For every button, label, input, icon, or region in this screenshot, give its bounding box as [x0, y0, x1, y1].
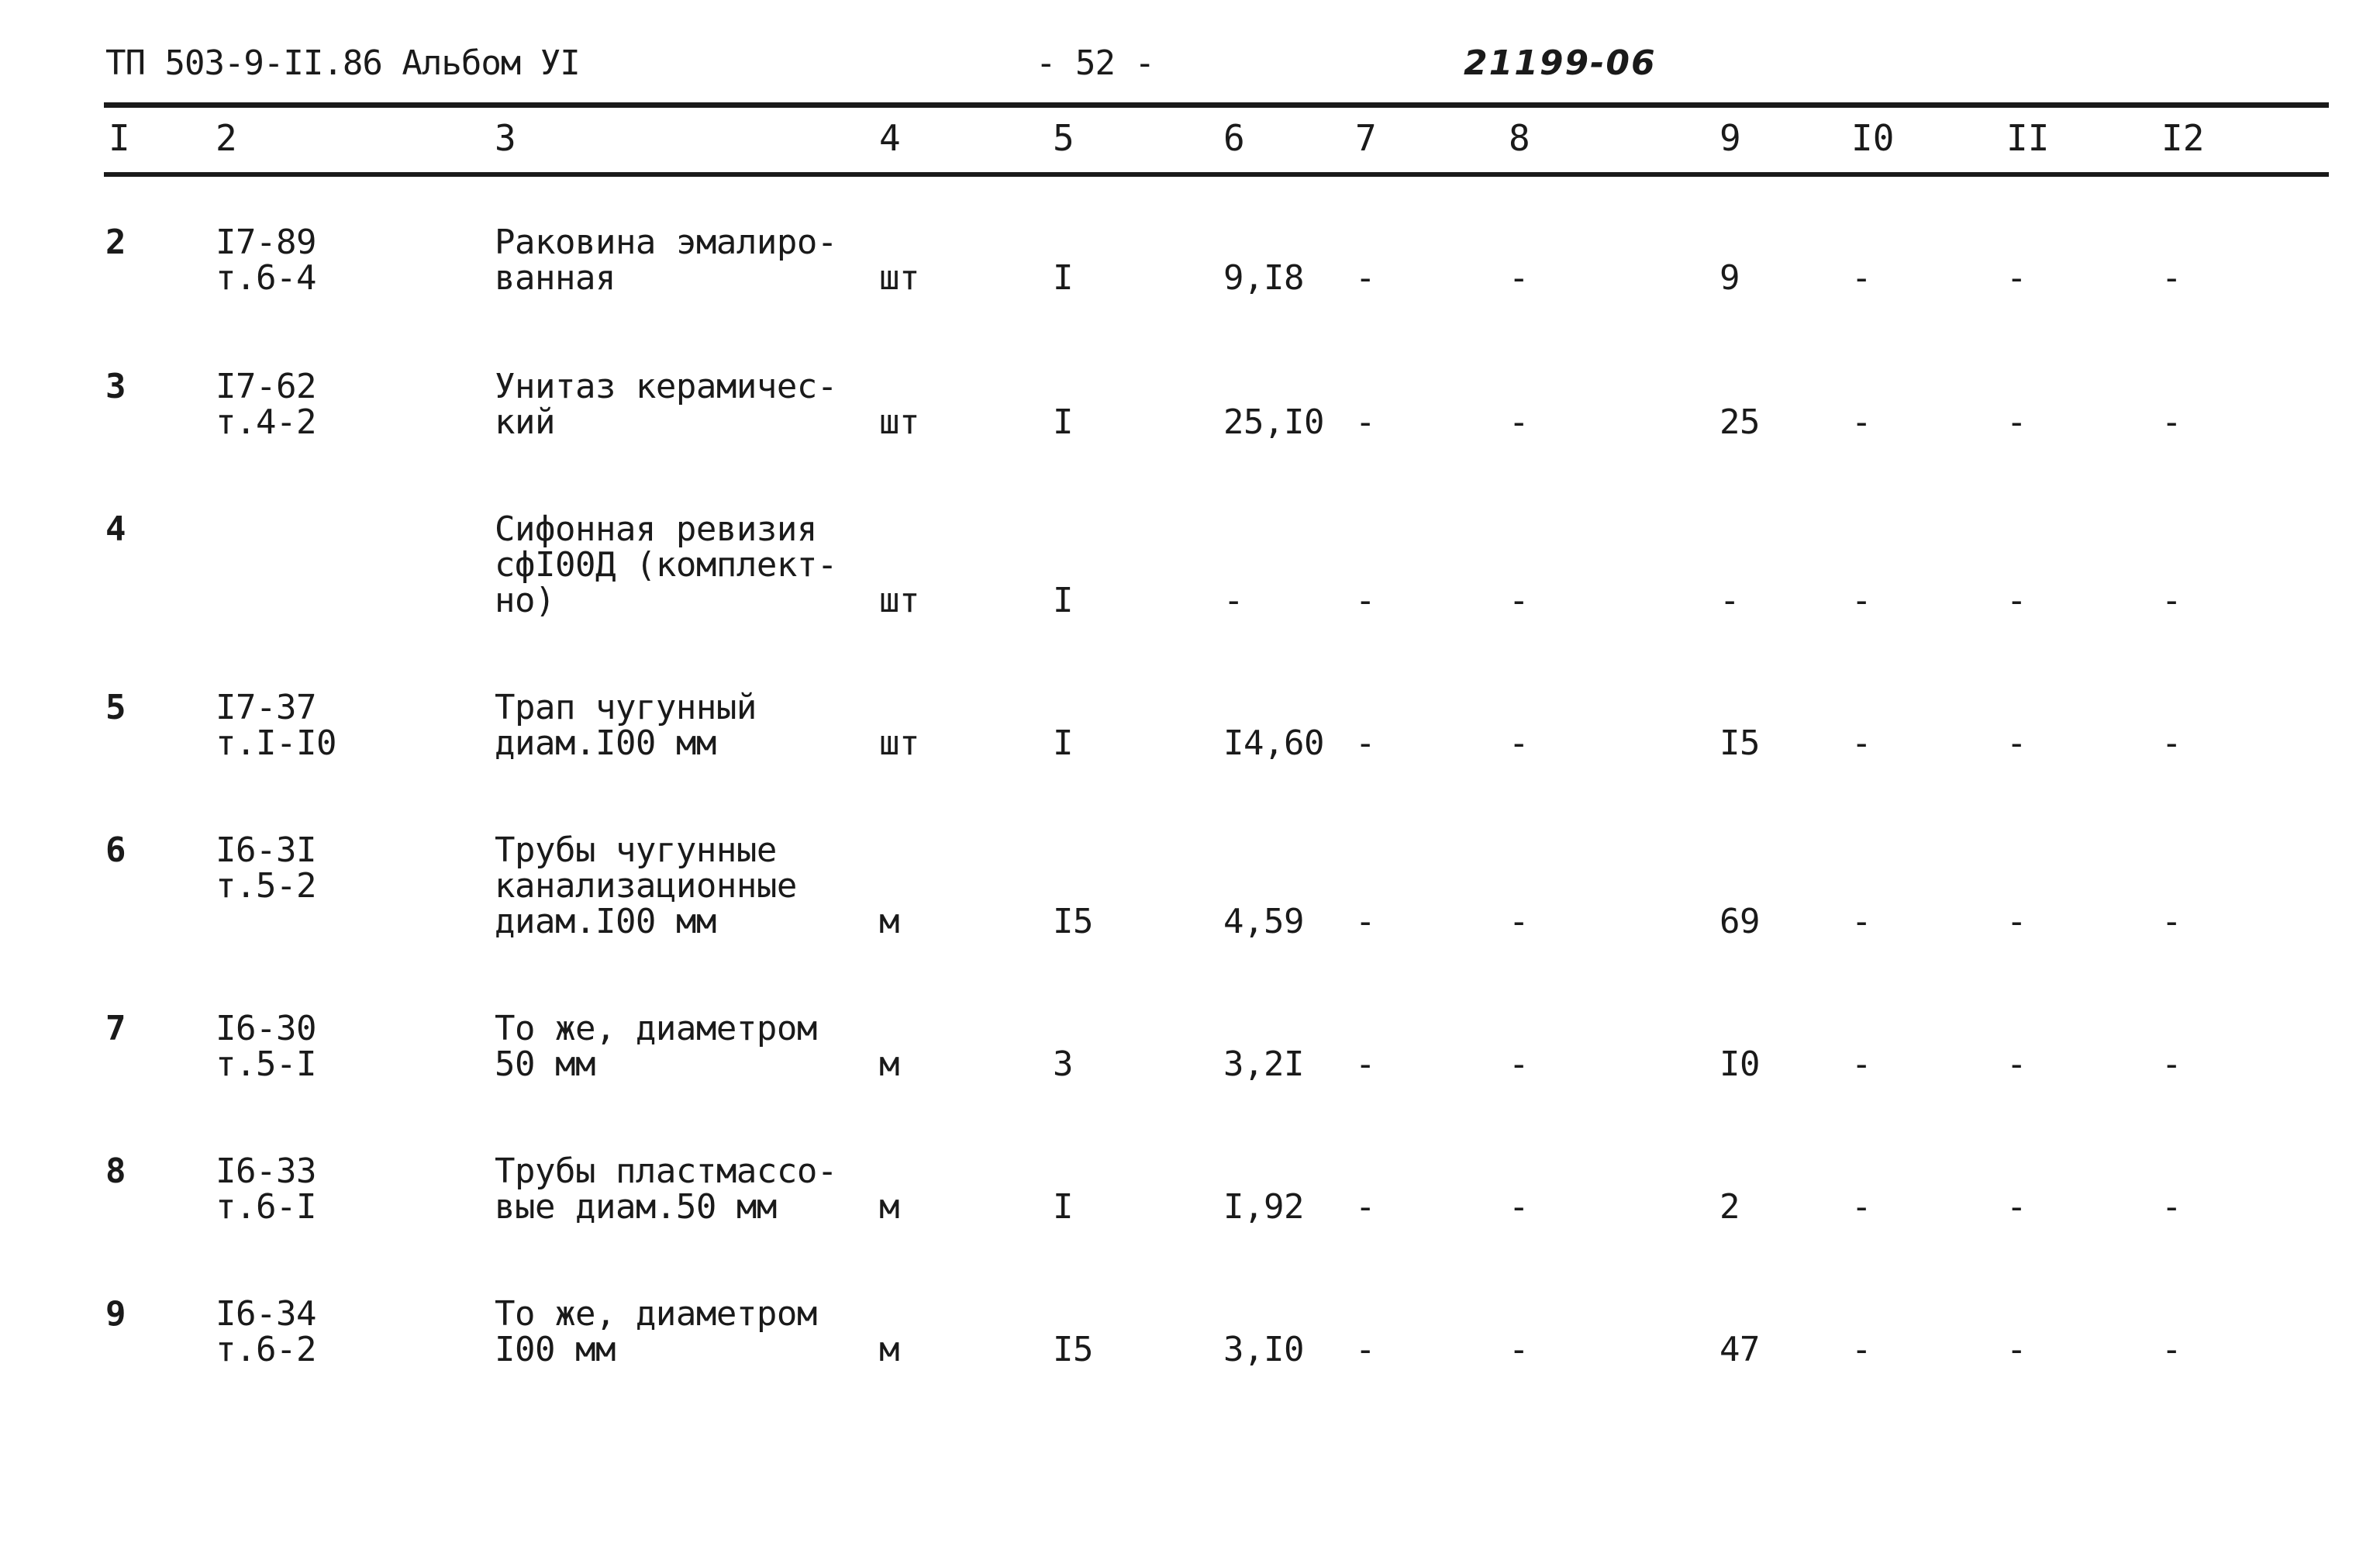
column-6-value: 3,I0 — [1223, 1330, 1304, 1369]
table-header-rule — [104, 172, 2329, 177]
item-name — [495, 225, 837, 296]
item-name-line: Раковина эмалиро- — [495, 223, 837, 262]
row-number: 3 — [105, 367, 126, 406]
price-code-line: I6-33 — [216, 1151, 316, 1191]
column-10-value: - — [1851, 1330, 1871, 1369]
column-8-value: - — [1509, 1187, 1529, 1227]
column-7-value: - — [1355, 402, 1375, 442]
unit: м — [879, 1044, 899, 1084]
column-7-value: - — [1355, 258, 1375, 298]
column-11-value: - — [2006, 258, 2026, 298]
column-9-value: 69 — [1719, 902, 1760, 941]
table-row — [0, 690, 2380, 830]
column-9-value: 2 — [1719, 1187, 1740, 1227]
column-6-value: 3,2I — [1223, 1044, 1304, 1084]
price-code-line: т.6-I — [216, 1187, 316, 1227]
price-code-line: I7-37 — [216, 688, 316, 727]
item-name-line: Трап чугунный — [495, 688, 757, 727]
column-9-value: 47 — [1719, 1330, 1760, 1369]
table-row — [0, 1011, 2380, 1151]
item-name-line: То же, диаметром — [495, 1294, 817, 1334]
unit: шт — [879, 258, 919, 298]
column-number-8: 8 — [1509, 117, 1530, 159]
row-number: 9 — [105, 1294, 126, 1334]
page-number: - 52 - — [1036, 43, 1154, 83]
table-row — [0, 369, 2380, 509]
unit: шт — [879, 402, 919, 442]
column-12-value: - — [2161, 1187, 2182, 1227]
column-12-value: - — [2161, 258, 2182, 298]
column-7-value: - — [1355, 1330, 1375, 1369]
item-name — [495, 1296, 817, 1368]
column-8-value: - — [1509, 402, 1529, 442]
column-7-value: - — [1355, 581, 1375, 620]
unit: м — [879, 1187, 899, 1227]
item-name-line: ванная — [495, 258, 616, 298]
price-code — [216, 690, 336, 761]
column-7-value: - — [1355, 1187, 1375, 1227]
column-6-value: 4,59 — [1223, 902, 1304, 941]
column-9-value: - — [1719, 581, 1740, 620]
table-row — [0, 1151, 2380, 1293]
item-name-line: Сифонная ревизия — [495, 509, 817, 549]
price-code — [216, 1151, 316, 1227]
column-6-value: 25,I0 — [1223, 402, 1324, 442]
quantity: I5 — [1053, 1330, 1093, 1369]
quantity: 3 — [1053, 1044, 1073, 1084]
item-name-line: но) — [495, 581, 555, 620]
column-number-10: I0 — [1851, 117, 1895, 159]
column-10-value: - — [1851, 902, 1871, 941]
quantity: I — [1053, 258, 1073, 298]
column-9-value: I5 — [1719, 723, 1760, 763]
item-name-line: I00 мм — [495, 1330, 616, 1369]
price-code-line: т.5-2 — [216, 866, 316, 906]
table-top-rule — [104, 102, 2329, 108]
column-number-11: II — [2006, 117, 2050, 159]
unit: м — [879, 902, 899, 941]
price-code-line: I6-3I — [216, 830, 316, 870]
column-number-12: I2 — [2161, 117, 2205, 159]
item-name — [495, 1011, 817, 1082]
column-12-value: - — [2161, 1330, 2182, 1369]
row-number: 4 — [105, 509, 126, 549]
item-name-line: Унитаз керамичес- — [495, 367, 837, 406]
item-name — [495, 369, 837, 440]
item-name-line: канализационные — [495, 866, 797, 906]
item-name-line: Трубы пластмассо- — [495, 1151, 837, 1191]
row-number: 8 — [105, 1151, 126, 1191]
price-code — [216, 369, 316, 440]
unit: шт — [879, 723, 919, 763]
item-name — [495, 1151, 837, 1227]
price-code-line: т.I-I0 — [216, 723, 336, 763]
price-code-line: I6-34 — [216, 1294, 316, 1334]
column-12-value: - — [2161, 723, 2182, 763]
column-11-value: - — [2006, 902, 2026, 941]
price-code-line: I7-89 — [216, 223, 316, 262]
column-9-value: I0 — [1719, 1044, 1760, 1084]
column-11-value: - — [2006, 1187, 2026, 1227]
price-code-line: I6-30 — [216, 1009, 316, 1048]
price-code-line: т.6-4 — [216, 258, 316, 298]
quantity: I — [1053, 723, 1073, 763]
item-name-line: сфI00Д (комплект- — [495, 545, 837, 585]
column-10-value: - — [1851, 1187, 1871, 1227]
price-code-line: т.6-2 — [216, 1330, 316, 1369]
column-6-value: - — [1223, 581, 1243, 620]
price-code — [216, 830, 316, 906]
table-row — [0, 830, 2380, 972]
price-code — [216, 1011, 316, 1082]
column-number-5: 5 — [1053, 117, 1074, 159]
column-8-value: - — [1509, 723, 1529, 763]
item-name-line: То же, диаметром — [495, 1009, 817, 1048]
price-code-line: I7-62 — [216, 367, 316, 406]
row-number: 6 — [105, 830, 126, 870]
row-number: 7 — [105, 1009, 126, 1048]
column-6-value: I4,60 — [1223, 723, 1324, 763]
table-row — [0, 225, 2380, 364]
item-name-line: кий — [495, 402, 555, 442]
column-8-value: - — [1509, 1330, 1529, 1369]
quantity: I — [1053, 581, 1073, 620]
column-number-2: 2 — [216, 117, 237, 159]
column-11-value: - — [2006, 723, 2026, 763]
column-9-value: 25 — [1719, 402, 1760, 442]
item-name — [495, 690, 757, 761]
column-11-value: - — [2006, 1330, 2026, 1369]
price-code — [216, 1296, 316, 1368]
item-name-line: диам.I00 мм — [495, 902, 716, 941]
item-name — [495, 509, 837, 620]
column-number-6: 6 — [1223, 117, 1245, 159]
column-number-9: 9 — [1719, 117, 1741, 159]
column-12-value: - — [2161, 581, 2182, 620]
column-6-value: I,92 — [1223, 1187, 1304, 1227]
column-10-value: - — [1851, 1044, 1871, 1084]
column-8-value: - — [1509, 581, 1529, 620]
column-11-value: - — [2006, 1044, 2026, 1084]
column-7-value: - — [1355, 723, 1375, 763]
column-10-value: - — [1851, 723, 1871, 763]
table-row — [0, 1296, 2380, 1436]
column-8-value: - — [1509, 902, 1529, 941]
item-name-line: 50 мм — [495, 1044, 595, 1084]
quantity: I — [1053, 1187, 1073, 1227]
row-number: 5 — [105, 688, 126, 727]
item-name-line: Трубы чугунные — [495, 830, 777, 870]
column-number-4: 4 — [879, 117, 901, 159]
item-name-line: вые диам.50 мм — [495, 1187, 777, 1227]
price-code-line: т.5-I — [216, 1044, 316, 1084]
column-12-value: - — [2161, 1044, 2182, 1084]
column-12-value: - — [2161, 402, 2182, 442]
quantity: I5 — [1053, 902, 1093, 941]
unit: м — [879, 1330, 899, 1369]
column-10-value: - — [1851, 581, 1871, 620]
unit: шт — [879, 581, 919, 620]
table-row — [0, 509, 2380, 651]
column-7-value: - — [1355, 1044, 1375, 1084]
column-10-value: - — [1851, 402, 1871, 442]
quantity: I — [1053, 402, 1073, 442]
handwritten-code: 21199-06 — [1464, 43, 1657, 83]
column-7-value: - — [1355, 902, 1375, 941]
column-number-1: I — [109, 117, 130, 159]
column-8-value: - — [1509, 258, 1529, 298]
column-11-value: - — [2006, 581, 2026, 620]
row-number: 2 — [105, 223, 126, 262]
item-name — [495, 830, 797, 941]
column-10-value: - — [1851, 258, 1871, 298]
column-11-value: - — [2006, 402, 2026, 442]
column-8-value: - — [1509, 1044, 1529, 1084]
column-6-value: 9,I8 — [1223, 258, 1304, 298]
item-name-line: диам.I00 мм — [495, 723, 716, 763]
column-12-value: - — [2161, 902, 2182, 941]
column-number-3: 3 — [495, 117, 516, 159]
price-code — [216, 225, 316, 296]
price-code-line: т.4-2 — [216, 402, 316, 442]
document-reference: ТП 503-9-II.86 Альбом УI — [105, 43, 580, 83]
column-number-7: 7 — [1355, 117, 1377, 159]
column-9-value: 9 — [1719, 258, 1740, 298]
